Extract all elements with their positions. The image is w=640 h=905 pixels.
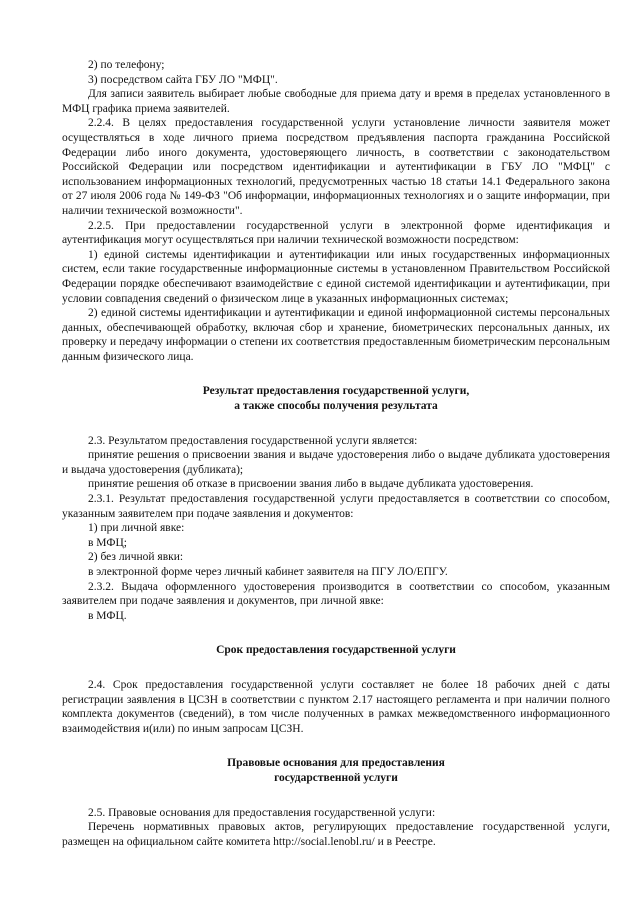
paragraph: принятие решения об отказе в присвоении звания либо в выдаче дубликата удостоверения. xyxy=(88,478,534,491)
paragraph: 2.5. Правовые основания для предоставления государственной услуги: xyxy=(88,806,436,819)
paragraph: 2.3. Результатом предоставления государственной услуги является: xyxy=(88,434,418,447)
paragraph: 1) при личной явке: xyxy=(88,522,185,535)
paragraph: 2.2.4. В целях предоставления государственной услуги установление личности заявителя может осуществляться в ходе личного приема посредством предъявления паспорта гражданина Российской Федерации либо иного документа, удостоверяющего личность, в соответствии с законодательством Российской Федерации или посредством идентификации и аутентификации в ГБУ ЛО "МФЦ" с использованием информационных технологий, предусмотренных частью 18 статьи 14.1 Федерального закона от 27 июля 2006 года № 149-ФЗ "Об информации, информационных технологиях и о защите информации, при наличии технической возможности". xyxy=(62,117,610,217)
paragraph: в электронной форме через личный кабинет заявителя на ПГУ ЛО/ЕПГУ. xyxy=(88,566,448,578)
paragraph: 2.3.1. Результат предоставления государственной услуги предоставляется в соответствии со способом, указанным заявителем при подаче заявления и документов: xyxy=(62,493,610,520)
paragraph: в МФЦ; xyxy=(88,536,127,549)
section-heading: а также способы получения результата xyxy=(234,400,438,413)
section-heading: Правовые основания для предоставления xyxy=(227,757,445,770)
paragraph: 2.3.2. Выдача оформленного удостоверения производится в соответствии со способом, указанным заявителем при подаче заявления и документов, при личной явке: xyxy=(62,580,610,608)
section-heading: государственной услуги xyxy=(274,771,398,784)
paragraph: 2) единой системы идентификации и аутентификации и единой информационной системы персональных данных, обеспечивающей обработку, включая сбор и хранение, биометрических персональных данных, их проверку и передачу информации о степени их соответствия предоставленным биометрическим персональным данным физического лица. xyxy=(62,307,610,363)
paragraph: 1) единой системы идентификации и аутентификации или иных государственных информационных систем, если такие государственные информационные системы в установленном Правительством Российской Федерации порядке обеспечивают взаимодействие с единой системой идентификации и аутентификации, при условии совпадения сведений о физическом лице в указанных информационных системах; xyxy=(62,248,610,305)
paragraph: 2) по телефону; xyxy=(88,59,165,71)
section-heading: Результат предоставления государственной услуги, xyxy=(202,385,470,398)
paragraph: 2.2.5. При предоставлении государственной услуги в электронной форме идентификация и аутентификация могут осуществляться при наличии технической возможности посредством: xyxy=(62,219,610,247)
paragraph: 2.4. Срок предоставления государственной услуги составляет не более 18 рабочих дней с даты регистрации заявления в ЦСЗН в соответствии с пунктом 2.17 настоящего регламента и при наличии полного комплекта документов (сведений), в том числе полученных в рамках межведомственного информационного взаимодействия и(или) по иным запросам ЦСЗН. xyxy=(62,678,610,735)
paragraph: Для записи заявитель выбирает любые свободные для приема дату и время в пределах установленного в МФЦ графика приема заявителей. xyxy=(62,88,610,115)
paragraph: 3) посредством сайта ГБУ ЛО "МФЦ". xyxy=(88,73,278,86)
paragraph: принятие решения о присвоении звания и выдаче удостоверения либо о выдаче дубликата удостоверения и выдача удостоверения (дубликата); xyxy=(62,449,610,476)
paragraph: в МФЦ. xyxy=(88,609,127,622)
paragraph: Перечень нормативных правовых актов, регулирующих предоставление государственной услуги, размещен на официальном сайте комитета http://social.lenobl.ru/ и в Реестре. xyxy=(62,821,610,848)
section-heading: Срок предоставления государственной услуги xyxy=(216,644,456,657)
paragraph: 2) без личной явки: xyxy=(88,551,184,564)
